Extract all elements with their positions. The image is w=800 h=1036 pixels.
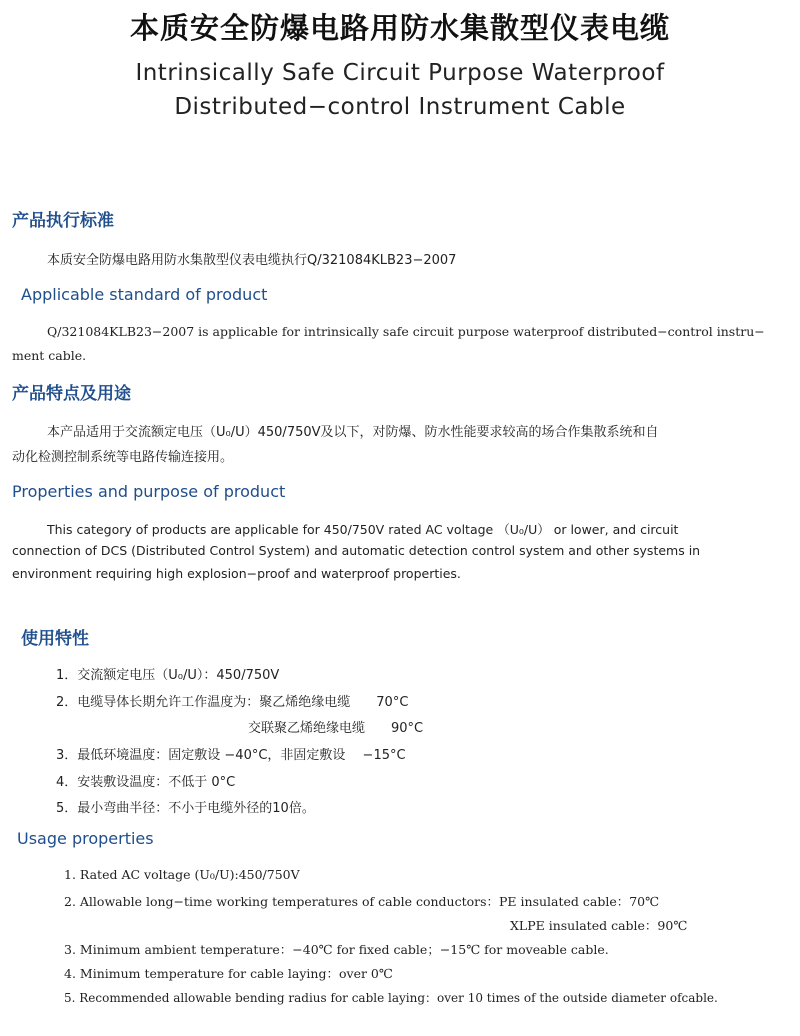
usage-item-cn-2: 2．电缆导体长期允许工作温度为：聚乙烯绝缘电缆 70°C bbox=[56, 695, 409, 710]
usage-item-en-5: 5. Recommended allowable bending radius for cable laying：over 10 times of the outside diameter ofcable. bbox=[64, 991, 718, 1005]
properties-text-en-line-2: connection of DCS (Distributed Control System) and automatic detection control system and other systems in bbox=[12, 543, 701, 558]
usage-item-en-3: 3. Minimum ambient temperature：−40℃ for fixed cable；−15℃ for moveable cable. bbox=[64, 942, 609, 957]
standard-text-cn: 本质安全防爆电路用防水集散型仪表电缆执行Q/321084KLB23−2007 bbox=[47, 253, 457, 268]
usage-item-cn-2-continued: 交联聚乙烯绝缘电缆 90°C bbox=[248, 721, 424, 736]
title-english-line-1: Intrinsically Safe Circuit Purpose Waterproof bbox=[135, 60, 665, 86]
standard-heading-cn: 产品执行标准 bbox=[12, 211, 114, 231]
properties-heading-cn: 产品特点及用途 bbox=[12, 384, 131, 404]
standard-text-en-line-2: ment cable. bbox=[12, 348, 87, 363]
usage-heading-cn: 使用特性 bbox=[21, 629, 89, 649]
usage-item-en-2: 2. Allowable long−time working temperatures of cable conductors：PE insulated cable：70℃ bbox=[64, 894, 660, 909]
properties-text-cn-line-1: 本产品适用于交流额定电压（U₀/U）450/750V及以下，对防爆、防水性能要求较高的场合作集散系统和自 bbox=[47, 425, 659, 440]
standard-text-en-line-1: Q/321084KLB23−2007 is applicable for intrinsically safe circuit purpose waterproof distributed−control instru− bbox=[47, 324, 765, 339]
usage-item-cn-1: 1．交流额定电压（U₀/U）：450/750V bbox=[56, 668, 280, 683]
usage-item-cn-3: 3．最低环境温度：固定敷设 −40°C，非固定敷设 −15°C bbox=[56, 748, 406, 763]
usage-item-cn-4: 4．安装敷设温度：不低于 0°C bbox=[56, 775, 236, 790]
properties-text-en-line-3: environment requiring high explosion−proof and waterproof properties. bbox=[12, 566, 461, 581]
title-english-line-2: Distributed−control Instrument Cable bbox=[174, 94, 626, 120]
standard-heading-en: Applicable standard of product bbox=[21, 285, 268, 304]
usage-item-en-4: 4. Minimum temperature for cable laying：over 0℃ bbox=[64, 966, 393, 981]
properties-text-cn-line-2: 动化检测控制系统等电路传输连接用。 bbox=[12, 450, 234, 465]
properties-text-en-line-1: This category of products are applicable for 450/750V rated AC voltage （U₀/U） or lower, and circuit bbox=[47, 522, 679, 537]
properties-heading-en: Properties and purpose of product bbox=[12, 482, 286, 501]
usage-item-en-1: 1. Rated AC voltage (U₀/U):450/750V bbox=[64, 867, 300, 882]
title-chinese: 本质安全防爆电路用防水集散型仪表电缆 bbox=[129, 11, 670, 45]
usage-heading-en: Usage properties bbox=[17, 829, 154, 848]
usage-item-cn-5: 5．最小弯曲半径：不小于电缆外径的10倍。 bbox=[56, 801, 315, 816]
usage-item-en-2-continued: XLPE insulated cable：90℃ bbox=[510, 918, 688, 933]
